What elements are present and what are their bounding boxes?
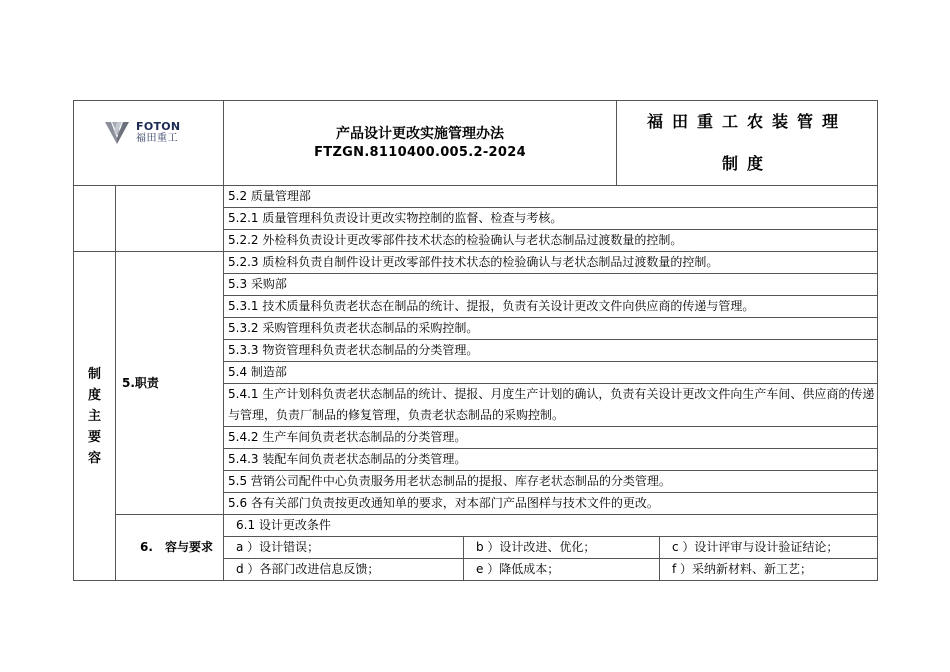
title-cell [224,101,617,186]
side-char: 度 [87,387,101,403]
side-char: 容 [87,450,101,466]
option-a: a ）设计错误； [224,537,464,559]
row-5-3-2: 5.3.2 采购管理科负责老状态制品的采购控制。 [224,318,878,340]
document [73,100,877,581]
option-b: b ）设计改进、优化； [464,537,660,559]
label-blank-cell [116,186,224,252]
row-5-5: 5.5 营销公司配件中心负责服务用老状态制品的提报、库存老状态制品的分类管理。 [224,471,878,493]
option-c: c ）设计评审与设计验证结论； [660,537,878,559]
row-5-4-1: 5.4.1 生产计划科负责老状态制品的统计、提报、月度生产计划的确认，负责有关设计更改文件向生产车间、供应商的传递与管理，负责厂制品的修复管理，负责老状态制品的采购控制。 [224,384,878,427]
row-5-4-3: 5.4.3 装配车间负责老状态制品的分类管理。 [224,449,878,471]
side-blank-cell [74,186,116,252]
option-f: f ）采纳新材料、新工艺； [660,559,878,581]
side-char: 要 [87,429,101,445]
regulation-table [73,100,878,581]
row-5-4-2: 5.4.2 生产车间负责老状态制品的分类管理。 [224,427,878,449]
side-label-main-content [74,252,116,581]
system-type: 制度 [722,154,773,173]
row-5-4: 5.4 制造部 [224,362,878,384]
side-char: 制 [87,366,101,382]
row-5-2-3: 5.2.3 质检科负责自制件设计更改零部件技术状态的检验确认与老状态制品过渡数量的控制。 [224,252,878,274]
row-5-3-3: 5.3.3 物资管理科负责老状态制品的分类管理。 [224,340,878,362]
system-name: 福田重工农装管理 [647,112,848,131]
row-5-3-1: 5.3.1 技术质量科负责老状态在制品的统计、提报，负责有关设计更改文件向供应商的传递与管理。 [224,296,878,318]
row-5-2-1: 5.2.1 质量管理科负责设计更改实物控制的监督、检查与考核。 [224,208,878,230]
section-5-label: 5.职责 [116,252,224,515]
row-6-1: 6.1 设计更改条件 [224,515,878,537]
option-e: e ）降低成本； [464,559,660,581]
logo-brand-en: FOTON [136,120,181,133]
document-code: FTZGN.8110400.005.2-2024 [314,145,526,160]
table-row [74,186,878,208]
section-6-label: 6. 容与要求 [116,515,224,581]
document-title: 产品设计更改实施管理办法 [336,126,504,142]
logo-cell [74,101,224,186]
foton-emblem-icon [104,120,130,146]
side-char: 主 [87,408,101,424]
row-5-3: 5.3 采购部 [224,274,878,296]
table-row [74,252,878,274]
logo-brand-cn: 福田重工 [136,133,178,144]
table-row [74,515,878,537]
system-cell [617,101,878,186]
row-5-6: 5.6 各有关部门负责按更改通知单的要求，对本部门产品图样与技术文件的更改。 [224,493,878,515]
foton-logo [104,120,223,146]
row-5-2: 5.2 质量管理部 [224,186,878,208]
option-d: d ）各部门改进信息反馈； [224,559,464,581]
header-row [74,101,878,186]
row-5-2-2: 5.2.2 外检科负责设计更改零部件技术状态的检验确认与老状态制品过渡数量的控制。 [224,230,878,252]
